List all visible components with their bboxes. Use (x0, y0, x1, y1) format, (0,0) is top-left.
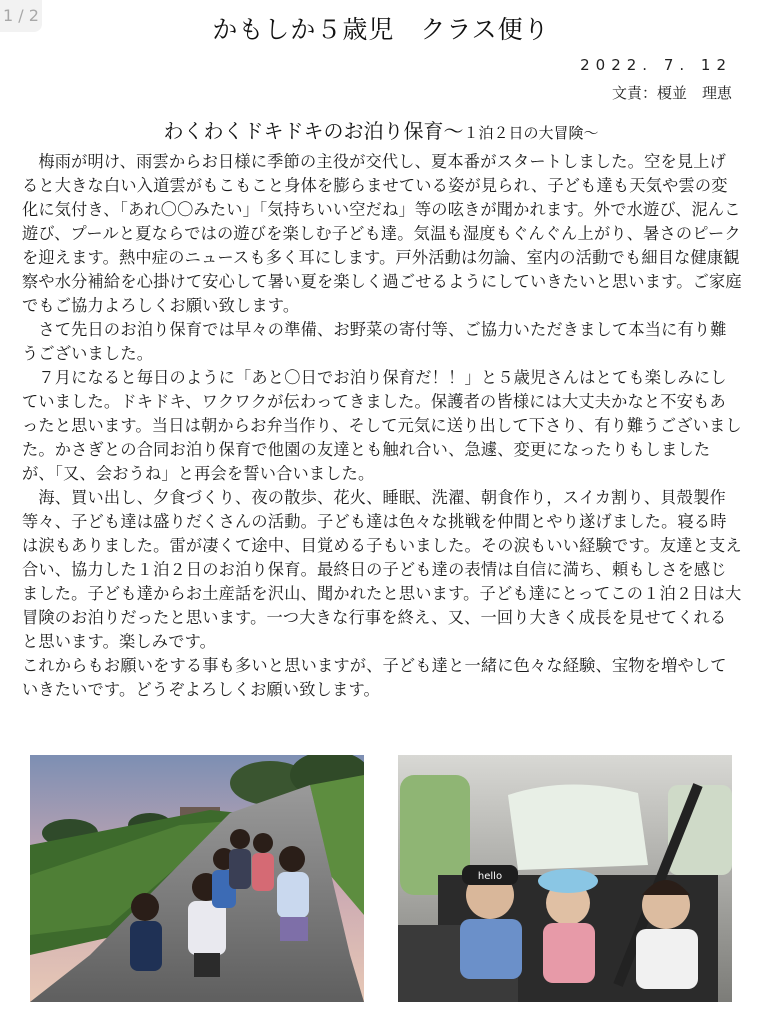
paragraph-closing: これからもお願いをする事も多いと思いますが、子ども達と一緒に色々な経験、宝物を増やしていきたいです。どうぞよろしくお願い致します。 (22, 656, 727, 699)
article-heading-sub: １泊２日の大冒険～ (463, 124, 599, 142)
paragraph-anticipation: ７月になると毎日のように「あと〇日でお泊り保育だ！！」と５歳児さんはとても楽しみにしていました。ドキドキ、ワクワクが伝わってきました。保護者の皆様には大丈夫かなと不安もあったと思います。当日は朝からお弁当作り、そして元気に送り出して下さり、有り難うございました。かさぎとの合同お泊り保育で他園の友達とも触れ合い、急遽、変更になったりもしましたが、「又、会おうね」と再会を誓い合いました。 (22, 368, 742, 483)
paragraph-activities: 海、買い出し、夕食づくり、夜の散歩、花火、睡眠、洗濯、朝食作り，スイカ割り、貝殻製作等々、子ども達は盛りだくさんの活動。子ども達は色々な挑戦を仲間とやり遂げました。寝る時は涙もありました。雷が凄くて途中、目覚める子もいました。その涙もいい経験です。友達と支え合い、協力した１泊２日のお泊り保育。最終日の子ども達の表情は自信に満ち、頼もしさを感じました。子ども達からお土産話を沢山、聞かれたと思います。子ども達にとってこの１泊２日は大冒険のお泊りだったと思います。一つ大きな行事を終え、又、一回り大きく成長を見せてくれると思います。楽しみです。 (22, 488, 742, 651)
page-indicator: 1 / 2 (0, 0, 42, 32)
article-heading-main: わくわくドキドキのお泊り保育～ (163, 119, 464, 143)
photo-children-on-road (30, 755, 364, 1002)
author-line: 文責：榎並 理恵 (611, 84, 732, 102)
paragraph-thanks: さて先日のお泊り保育では早々の準備、お野菜の寄付等、ご協力いただきまして本当に有り難うございました。 (22, 320, 727, 363)
photo-children-in-car (398, 755, 732, 1002)
article-body (22, 150, 742, 702)
issue-date: 2022. 7. 12 (580, 56, 732, 74)
cap-lettering: hello (477, 871, 503, 882)
newsletter-title: かもしか５歳児 クラス便り (212, 15, 550, 44)
article-heading (0, 115, 762, 144)
paragraph-summer: 梅雨が明け、雨雲からお日様に季節の主役が交代し、夏本番がスタートしました。空を見上げると大きな白い入道雲がもこもこと身体を膨らませている姿が見られ、子ども達も天気や雲の変化に気付き、「あれ〇〇みたい」「気持ちいい空だね」等の呟きが聞かれます。外で水遊び、泥んこ遊び、プールと夏ならではの遊びを楽しむ子ども達。気温も湿度もぐんぐん上がり、暑さのピークを迎えます。熱中症のニュースも多く耳にします。戸外活動は勿論、室内の活動でも細目な健康観察や水分補給を心掛けて安心して暑い夏を楽しく過ごせるようにしていきたいと思います。ご家庭でもご協力よろしくお願い致します。 (22, 152, 742, 315)
